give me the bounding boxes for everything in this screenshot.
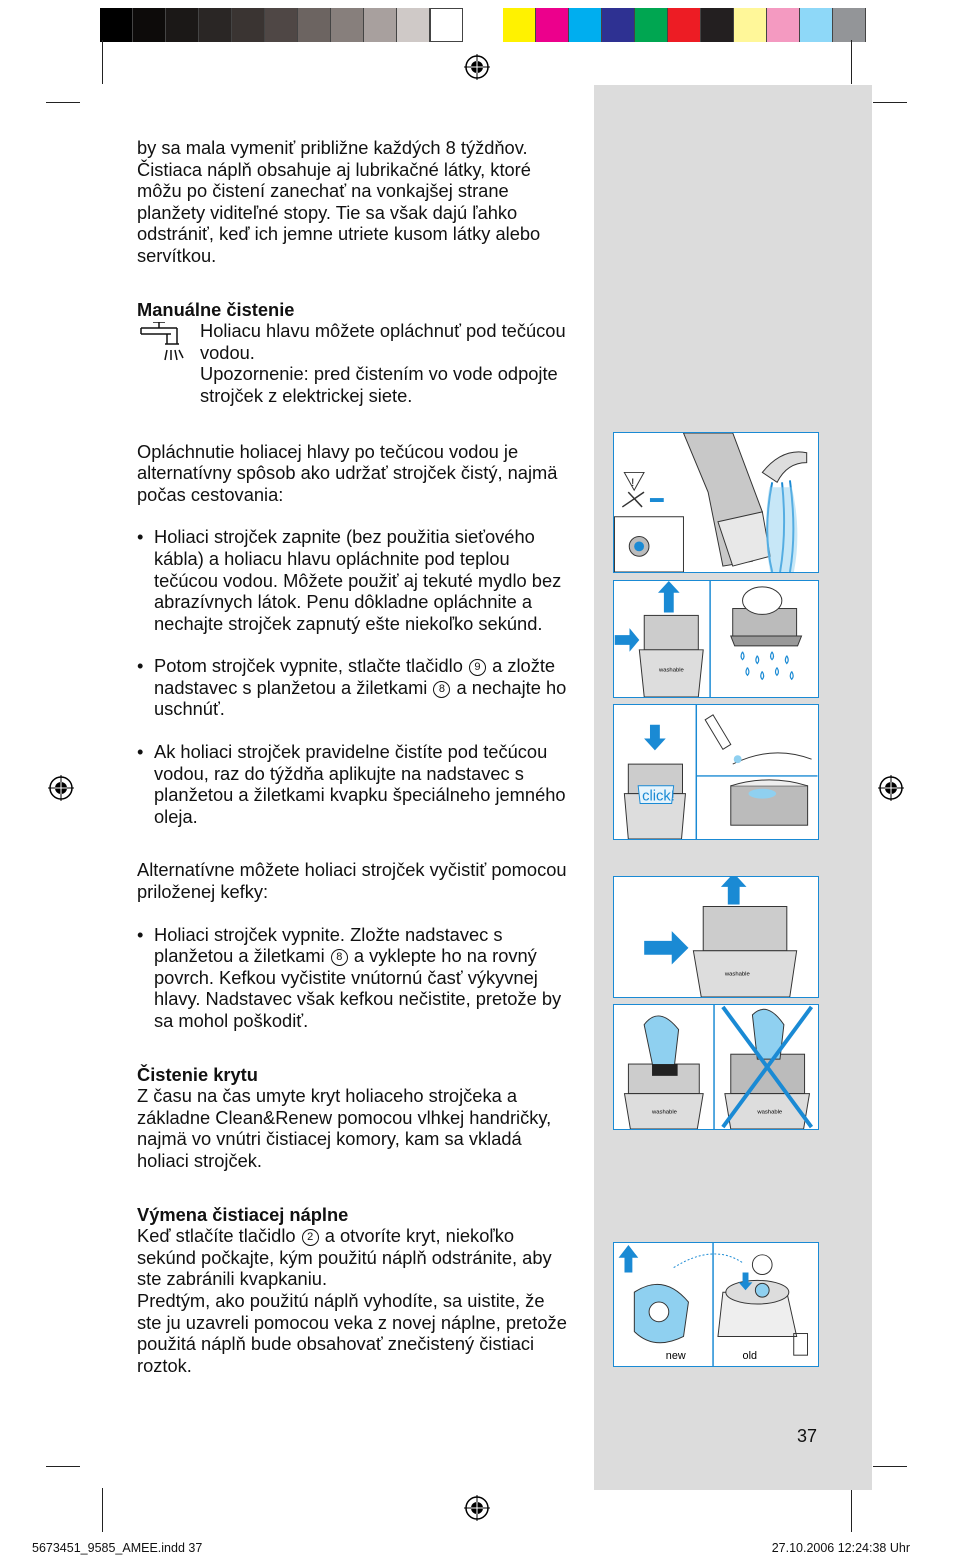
footer-timestamp: 27.10.2006 12:24:38 Uhr — [771, 1541, 910, 1555]
registration-mark-top — [464, 54, 490, 80]
manual-cleaning-heading: Manuálne čistenie — [137, 298, 295, 320]
color-swatch — [331, 8, 364, 42]
illustration-oil-click — [613, 704, 819, 840]
new-label: new — [665, 1350, 686, 1363]
color-swatch — [397, 8, 430, 42]
bullet-brush — [137, 924, 567, 1032]
illustration-cartridge — [613, 1242, 819, 1367]
color-swatch — [833, 8, 866, 42]
manual-cleaning-block — [137, 320, 567, 406]
page-number: 37 — [797, 1426, 818, 1446]
footer-filename: 5673451_9585_AMEE.indd 37 — [32, 1541, 203, 1555]
color-calibration-bar — [100, 8, 866, 42]
button-9-number: 9 — [469, 659, 486, 676]
svg-text:!: ! — [631, 477, 635, 490]
foil-8-number: 8 — [331, 949, 348, 966]
manual-cleaning-line1: Holiacu hlavu môžete opláchnuť pod tečúcou vodou. — [200, 320, 566, 363]
illustration-remove-foil — [613, 580, 819, 698]
color-swatch — [734, 8, 767, 42]
washable-label: washable — [724, 971, 750, 978]
bullet-brush-text-2: a vyklepte ho na rovný povrch. Kefkou vyčistite vnútornú časť výkyvnej hlavy. Nadstavec však kefkou nečistite, pretože by sa mohol poškodiť. — [154, 945, 562, 1031]
main-text-column — [137, 137, 567, 1376]
registration-mark-bottom — [464, 1495, 490, 1521]
color-swatch — [364, 8, 397, 42]
washable-label: washable — [658, 667, 684, 674]
color-swatch — [536, 8, 569, 42]
cartridge-text-2: Predtým, ako použitú náplň vyhodíte, sa uistite, že ste ju uzavreli pomocou veka z novej náplne, pretože použitá náplň bude obsahovať znečistený čistiaci roztok. — [137, 1289, 567, 1376]
color-swatch — [100, 8, 133, 42]
bullet-oil: • Ak holiaci strojček pravidelne čistíte pod tečúcou vodou, raz do týždňa aplikujte na nadstavec s planžetou a žiletkami kvapku špeciálneho jemného oleja. — [137, 741, 567, 827]
bullet-brush-text-1: Holiaci strojček vypnite. Zložte nadstavec s planžetou a žiletkami — [154, 923, 503, 967]
color-swatch — [635, 8, 668, 42]
registration-mark-left — [48, 775, 74, 801]
color-swatch — [232, 8, 265, 42]
color-swatch — [767, 8, 800, 42]
color-swatch — [602, 8, 635, 42]
bullet-dry-text-1: Potom strojček vypnite, stlačte tlačidlo — [154, 655, 463, 677]
bullet-dry — [137, 655, 567, 720]
illustration-rinse — [613, 432, 819, 573]
housing-cleaning-heading: Čistenie krytu — [137, 1063, 258, 1085]
color-bar-gap — [463, 8, 503, 42]
washable-label: washable — [757, 1109, 783, 1116]
brush-paragraph: Alternatívne môžete holiaci strojček vyčistiť pomocou priloženej kefky: — [137, 859, 567, 903]
color-swatch — [569, 8, 602, 42]
color-swatch — [430, 8, 463, 42]
color-swatch — [133, 8, 166, 42]
manual-cleaning-line2: Upozornenie: pred čistením vo vode odpojte strojček z elektrickej siete. — [200, 363, 558, 406]
faucet-icon — [137, 322, 189, 366]
housing-cleaning-text: Z času na čas umyte kryt holiaceho strojčeka a základne Clean&Renew pomocou vlhkej handričky, najmä vo vnútri čistiacej komory, kam sa vkladá holiaci strojček. — [137, 1085, 552, 1171]
cartridge-text-1a: Keď stlačíte tlačidlo — [137, 1225, 296, 1247]
cartridge-heading: Výmena čistiacej náplne — [137, 1203, 349, 1225]
click-label: click! — [642, 788, 675, 805]
color-swatch — [166, 8, 199, 42]
cartridge-text-1b: a otvoríte kryt, niekoľko sekúnd počkajte, kým použitú náplň odstránite, aby ste zabránili kvapkaniu. — [137, 1225, 552, 1290]
color-swatch — [265, 8, 298, 42]
cartridge-text-1 — [137, 1225, 567, 1290]
old-label: old — [742, 1350, 758, 1363]
registration-mark-right — [878, 775, 904, 801]
color-swatch — [503, 8, 536, 42]
bullet-dry-text-2: a zložte nadstavec s planžetou a žiletkami — [154, 655, 556, 698]
color-swatch — [199, 8, 232, 42]
intro-paragraph: by sa mala vymeniť približne každých 8 týždňov. Čistiaca náplň obsahuje aj lubrikačné látky, ktoré môžu po čistení zanechať na vonkajšej strane planžety viditeľné stopy. Tie sa však dajú ľahko odstrániť, keď ich jemne utriete kusom látky alebo servítkou. — [137, 137, 541, 266]
color-swatch — [800, 8, 833, 42]
illustration-remove-head — [613, 876, 819, 998]
color-swatch — [298, 8, 331, 42]
color-swatch — [668, 8, 701, 42]
button-2-number: 2 — [302, 1229, 319, 1246]
illustration-brush-cleaning — [613, 1004, 819, 1130]
washable-label: washable — [652, 1109, 677, 1116]
bullet-rinse: • Holiaci strojček zapnite (bez použitia sieťového kábla) a holiacu hlavu opláchnite pod teplou tečúcou vodou. Môžete použiť aj tekuté mydlo bez abrazívnych látok. Penu dôkladne opláchnite a nechajte strojček zapnutý ešte niekoľko sekúnd. — [137, 526, 567, 634]
bullet-dry-text-3: a nechajte ho uschnúť. — [154, 676, 567, 720]
color-swatch — [701, 8, 734, 42]
rinse-paragraph: Opláchnutie holiacej hlavy po tečúcou vodou je alternatívny spôsob ako udržať strojček čistý, najmä počas cestovania: — [137, 440, 558, 505]
foil-8-number: 8 — [433, 681, 450, 698]
